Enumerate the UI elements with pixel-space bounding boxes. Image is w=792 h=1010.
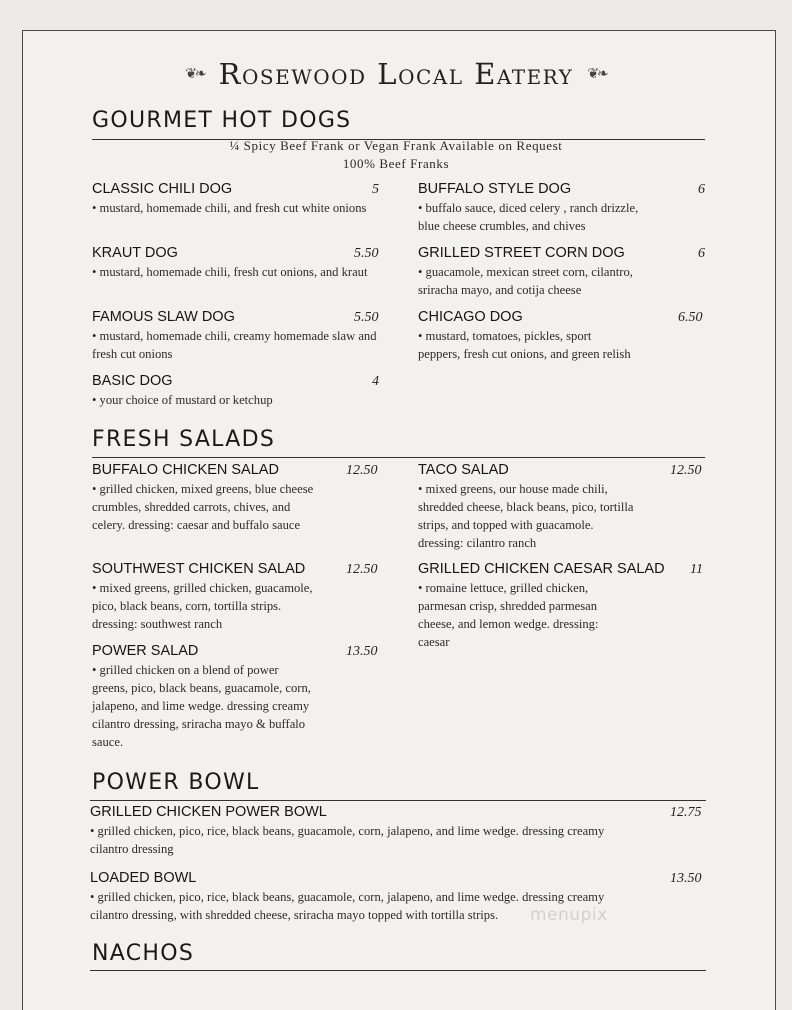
item-price: 5.50 [354, 310, 379, 325]
item-name: POWER SALAD [92, 643, 199, 659]
item-name: TACO SALAD [418, 462, 509, 478]
item-name: GRILLED CHICKEN CAESAR SALAD [418, 561, 665, 577]
menu-item [418, 462, 638, 552]
menu-header [0, 54, 792, 94]
item-name: BUFFALO STYLE DOG [418, 181, 572, 197]
item-name: BASIC DOG [92, 373, 173, 389]
section-divider [90, 800, 706, 801]
item-price: 6 [698, 182, 705, 197]
item-description: • mixed greens, our house made chili, shredded cheese, black beans, pico, tortilla strips, and topped with guacamole. dressing: cilantro ranch [418, 482, 634, 550]
menu-item [418, 309, 633, 363]
menu-item [92, 373, 382, 409]
item-price: 12.50 [346, 562, 378, 577]
hot-dogs-note: ¼ Spicy Beef Frank or Vegan Frank Available on Request [229, 138, 563, 153]
item-name: GRILLED STREET CORN DOG [418, 245, 625, 261]
item-description: • mustard, homemade chili, creamy homemade slaw and fresh cut onions [92, 329, 377, 361]
item-price: 4 [372, 374, 379, 389]
item-description: • mustard, homemade chili, and fresh cut white onions [92, 201, 367, 215]
menu-item [418, 245, 658, 299]
item-description: • mustard, tomatoes, pickles, sport peppers, fresh cut onions, and green relish [418, 329, 631, 361]
item-name: CHICAGO DOG [418, 309, 523, 325]
item-description: • mixed greens, grilled chicken, guacamole, pico, black beans, corn, tortilla strips. dressing: southwest ranch [92, 581, 313, 631]
section-title-hot-dogs: GOURMET HOT DOGS [92, 108, 352, 133]
hot-dogs-subnote: 100% Beef Franks [342, 156, 450, 171]
item-name: BUFFALO CHICKEN SALAD [92, 462, 279, 478]
item-name: KRAUT DOG [92, 245, 178, 261]
item-description: • your choice of mustard or ketchup [92, 393, 273, 407]
item-price: 12.75 [670, 805, 702, 820]
menu-item [92, 245, 382, 281]
item-name: FAMOUS SLAW DOG [92, 309, 235, 325]
item-description: • romaine lettuce, grilled chicken, parmesan crisp, shredded parmesan cheese, and lemon wedge. dressing: caesar [418, 581, 599, 649]
item-description: • grilled chicken on a blend of power greens, pico, black beans, guacamole, corn, jalapeno, and lime wedge. dressing creamy cilantro dressing, sriracha mayo & buffalo sauce. [92, 663, 311, 749]
item-price: 5.50 [354, 246, 379, 261]
menu-item [92, 462, 317, 534]
menu-item [92, 309, 382, 363]
item-description: • mustard, homemade chili, fresh cut onions, and kraut [92, 265, 368, 279]
menu-item [90, 804, 650, 858]
section-divider [90, 970, 706, 971]
right-ornament-icon: ❦❧ [587, 66, 607, 82]
section-title-salads: FRESH SALADS [92, 427, 276, 452]
section-title-nachos: NACHOS [92, 941, 195, 966]
item-name: SOUTHWEST CHICKEN SALAD [92, 561, 306, 577]
menu-item [418, 561, 665, 651]
item-name: GRILLED CHICKEN POWER BOWL [90, 804, 327, 820]
item-price: 13.50 [670, 871, 702, 886]
item-description: • grilled chicken, pico, rice, black beans, guacamole, corn, jalapeno, and lime wedge. dressing creamy cilantro dressing [90, 824, 605, 856]
item-price: 5 [372, 182, 379, 197]
watermark-text: menupix [530, 905, 608, 925]
item-description: • grilled chicken, pico, rice, black beans, guacamole, corn, jalapeno, and lime wedge. dressing creamy cilantro dressing, with shredded cheese, sriracha mayo topped with tortilla strips. [90, 890, 605, 922]
item-description: • guacamole, mexican street corn, cilantro, sriracha mayo, and cotija cheese [418, 265, 633, 297]
item-price: 13.50 [346, 644, 378, 659]
item-price: 12.50 [346, 463, 378, 478]
item-description: • grilled chicken, mixed greens, blue cheese crumbles, shredded carrots, chives, and celery. dressing: caesar and buffalo sauce [92, 482, 314, 532]
menu-item [92, 643, 317, 751]
item-price: 6.50 [678, 310, 703, 325]
item-name: CLASSIC CHILI DOG [92, 181, 233, 197]
section-divider [92, 457, 705, 458]
item-name: LOADED BOWL [90, 870, 197, 886]
item-price: 6 [698, 246, 705, 261]
item-description: • buffalo sauce, diced celery , ranch drizzle, blue cheese crumbles, and chives [418, 201, 639, 233]
item-price: 11 [690, 562, 703, 577]
menu-item [418, 181, 658, 235]
restaurant-title: Rosewood Local Eatery [218, 57, 574, 91]
menu-item [92, 181, 382, 217]
item-price: 12.50 [670, 463, 702, 478]
left-ornament-icon: ❦❧ [185, 66, 205, 82]
section-title-power-bowl: POWER BOWL [92, 770, 260, 795]
menu-item [92, 561, 317, 633]
